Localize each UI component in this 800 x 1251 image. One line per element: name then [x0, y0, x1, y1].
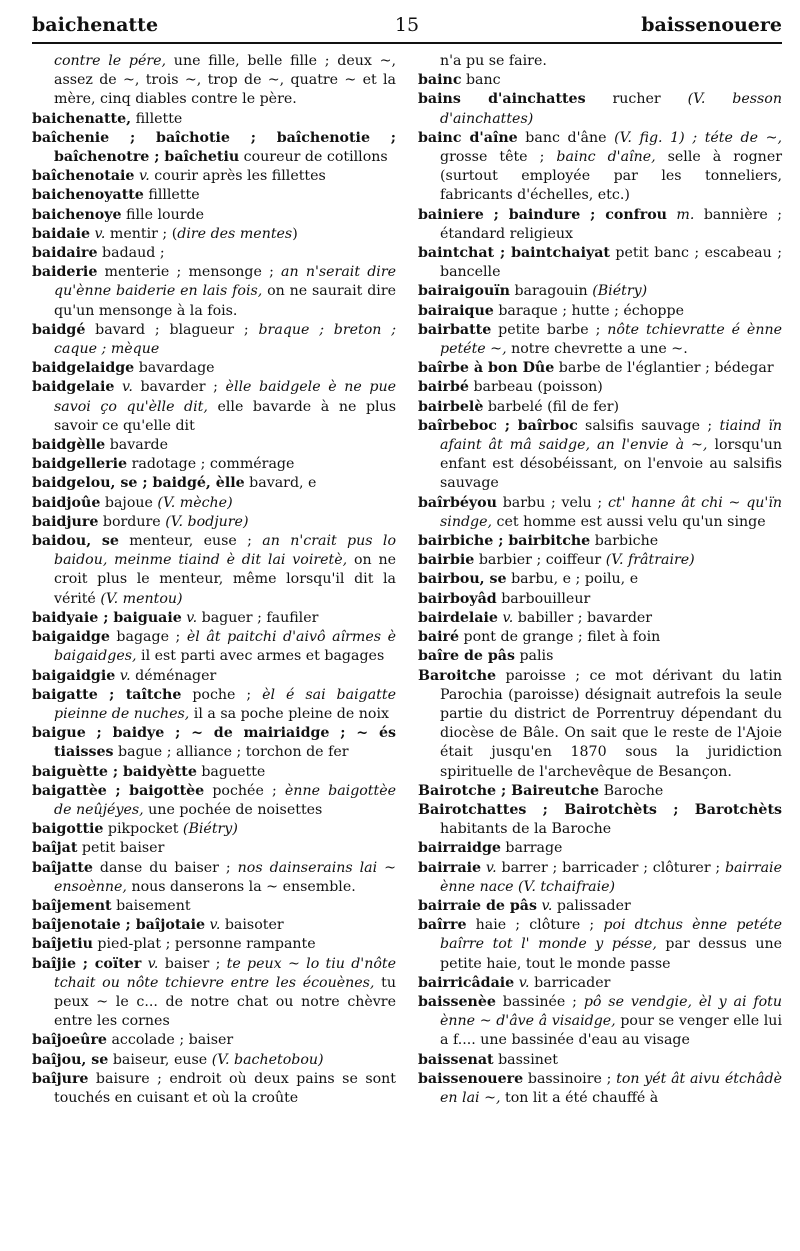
dictionary-entry [32, 724, 396, 762]
headword: baîjou, se [32, 1051, 109, 1068]
headword: baidyaie ; baiguaie [32, 609, 182, 626]
headword: bainc [418, 72, 462, 89]
definition-text: paroisse ; ce mot dérivant du latin Parochia (paroisse) désignait autrefois la seule partie du district de Porrentruy dépendant du diocèse de Bâle. On sait que le reste de l'Ajoie était jusqu'en 1870 sous la juridiction spirituelle de l'archevêque de Besançon. [440, 667, 782, 780]
definition-text: bavard, e [244, 475, 317, 492]
definition-text: on ne croit plus le menteur, même lorsqu'il dit la vérité [54, 552, 397, 607]
italic-text: pô se vendgie, èl y ai fotu ènne ~ d'âve â visaidge, [440, 993, 782, 1030]
definition-text: coureur de cotillons [239, 149, 388, 166]
headword: Baroitche [418, 667, 497, 684]
italic-text: v. [114, 379, 133, 396]
italic-text: èlle baidgele è ne pue savoi ço qu'èlle dit, [54, 379, 396, 415]
definition-text: selle à rogner (surtout employée par les tonneliers, fabricants d'échelles, etc.) [440, 149, 782, 204]
definition-text: fille lourde [121, 206, 204, 223]
headword: baîjenotaie ; baîjotaie [32, 917, 205, 934]
headword: bairaigouïn [418, 283, 510, 300]
headword: baidgé [32, 321, 86, 338]
headword: baintchat ; baintchaiyat [418, 245, 610, 262]
definition-text: pochée ; [204, 782, 285, 799]
dictionary-entry [418, 1051, 782, 1070]
headword: baidgellerie [32, 456, 128, 473]
dictionary-entry [418, 206, 782, 244]
dictionary-entry [418, 839, 782, 858]
dictionary-entry [418, 590, 782, 609]
italic-text: v. [497, 609, 514, 626]
italic-text: ènne baigottèe de neûjéyes, [54, 782, 397, 818]
italic-text: (V. bodjure) [165, 513, 249, 530]
definition-text: barbiche [590, 533, 659, 550]
italic-text: v. [90, 225, 106, 242]
dictionary-entry [418, 801, 782, 839]
definition-text: baisure ; endroit où deux pains se sont touchés en cuisant et où la croûte [54, 1070, 396, 1106]
definition-text: pour se venger elle lui a f.... une bassinée d'eau au visage [440, 1013, 782, 1049]
italic-text: v. [134, 168, 150, 185]
italic-text: dire des mentes [177, 225, 293, 242]
dictionary-entry [418, 993, 782, 1051]
dictionary-entry [32, 52, 396, 110]
headword: bairbé [418, 379, 469, 396]
definition-text: menterie ; mensonge ; [97, 264, 282, 281]
dictionary-entry [32, 820, 396, 839]
headword: bairbou, se [418, 571, 507, 588]
headword: baidgelaidge [32, 360, 135, 377]
italic-text: contre le pére, [54, 53, 167, 69]
dictionary-entry [32, 244, 396, 263]
headword: baidgèlle [32, 437, 106, 454]
headword: baîjement [32, 897, 112, 914]
dictionary-entry [32, 628, 396, 666]
definition-text: par dessus une petite haie, tout le monde passe [440, 936, 782, 972]
dictionary-entry [418, 378, 782, 397]
definition-text: menteur, euse ; [118, 533, 263, 550]
dictionary-entry [32, 897, 396, 916]
definition-text: poche ; [181, 686, 263, 703]
definition-text: fillette [131, 110, 183, 127]
definition-text: bague ; alliance ; torchon de fer [113, 744, 349, 761]
italic-text: an n'serait dire qu'ènne baiderie en lais fois, [54, 264, 396, 300]
italic-text: nôte tchievratte é ènne petéte ~, [440, 321, 782, 358]
dictionary-entry [418, 494, 782, 532]
dictionary-entry [32, 359, 396, 378]
dictionary-entry [418, 244, 782, 282]
dictionary-entry [418, 71, 782, 90]
dictionary-entry [32, 955, 396, 1032]
headword: baidjoûe [32, 494, 101, 511]
definition-text: babiller ; bavarder [513, 609, 653, 626]
headword: baissenouere [418, 1070, 524, 1087]
definition-text: barricader [529, 974, 611, 991]
dictionary-entry [32, 474, 396, 493]
headword: baîrbeboc ; baîrboc [418, 417, 578, 434]
dictionary-entry [32, 1031, 396, 1050]
dictionary-entry [32, 378, 396, 436]
italic-text: ton yét ât aivu étchâdè en lai ~, [440, 1070, 782, 1106]
definition-text: baiser ; [158, 955, 227, 972]
headword: baigue ; baidye ; ~ de mairiaidge ; ~ és tiaisses [32, 725, 396, 761]
italic-text: (V. frâtraire) [605, 552, 695, 569]
definition-text: tu peux ~ le c... de notre chat ou notre chèvre entre les cornes [54, 974, 396, 1030]
definition-text: lorsqu'un enfant est désobéissant, on l'envoie au salsifis sauvage [440, 437, 783, 492]
page-number: 15 [394, 14, 420, 36]
definition-text: une pochée de noisettes [143, 801, 323, 818]
headword: baissenèe [418, 993, 496, 1010]
definition-text: banc [461, 72, 501, 89]
headword: bairboyâd [418, 590, 497, 607]
dictionary-entry [418, 647, 782, 666]
definition-text: badaud ; [97, 245, 165, 262]
dictionary-entry [418, 398, 782, 417]
headword: baidou, se [32, 533, 119, 550]
headword: baidgelaie [32, 379, 115, 396]
headword: baichenoyatte [32, 187, 144, 204]
headword: baigatte ; taîtche [32, 686, 182, 703]
definition-text: danse du baiser ; [92, 859, 238, 876]
definition-text: bavardage [134, 360, 215, 377]
italic-text: poi dtchus ènne petéte baîrre tot l' monde y pésse, [440, 917, 782, 953]
definition-text: barbu, e ; poilu, e [506, 571, 639, 588]
definition-text: baguette [196, 763, 266, 780]
italic-text: (V. bachetobou) [211, 1051, 324, 1068]
definition-text: courir après les fillettes [149, 168, 326, 185]
definition-text: bordure [98, 513, 166, 530]
dictionary-entry [32, 129, 396, 167]
dictionary-entry [418, 90, 782, 128]
dictionary-entry [418, 417, 782, 494]
dictionary-entry [418, 782, 782, 801]
dictionary-entry [32, 1051, 396, 1070]
dictionary-entry [32, 494, 396, 513]
definition-text: n'a pu se faire. [440, 53, 547, 69]
headword: baigottie [32, 821, 104, 838]
definition-text: ) [292, 225, 298, 242]
definition-text: déménager [130, 667, 217, 684]
headword: bairdelaie [418, 609, 498, 626]
headword: bainc d'aîne [418, 129, 518, 146]
dictionary-entry [32, 839, 396, 858]
headword: bairaique [418, 302, 494, 319]
definition-text: barbouilleur [496, 590, 591, 607]
headword: baichenoye [32, 206, 122, 223]
italic-text: v. [537, 897, 553, 914]
headword: baiderie [32, 264, 98, 281]
definition-text: on ne saurait dire qu'un mensonge à la fois. [54, 283, 396, 319]
definition-text: pikpocket [103, 821, 183, 838]
definition-text: pont de grange ; filet à foin [459, 629, 661, 646]
dictionary-entry [32, 455, 396, 474]
definition-text: barbe de l'églantier ; bédegar [554, 360, 774, 377]
headword: baichenatte, [32, 110, 132, 127]
headword: bainiere ; baindure ; confrou [418, 206, 667, 223]
definition-text: baisement [111, 897, 191, 914]
dictionary-entry [32, 916, 396, 935]
italic-text: v. [141, 955, 159, 972]
headword: bairbie [418, 552, 475, 569]
definition-text: palissader [552, 897, 631, 914]
dictionary-entry [418, 570, 782, 589]
italic-text: te peux ~ lo tiu d'nôte tchait ou nôte tchievre entre les écouènes, [54, 955, 396, 991]
dictionary-entry [418, 302, 782, 321]
dictionary-entry [418, 282, 782, 301]
dictionary-entry [418, 359, 782, 378]
definition-text: il est parti avec armes et bagages [136, 648, 385, 665]
definition-text: pied-plat ; personne rampante [92, 936, 316, 953]
definition-text: barbeau (poisson) [468, 379, 603, 396]
italic-text: v. [514, 974, 530, 991]
dictionary-entry [418, 628, 782, 647]
headword: bairraie [418, 859, 482, 876]
headword: baîjoeûre [32, 1032, 107, 1049]
definition-text: petit banc ; escabeau ; bancelle [440, 245, 782, 281]
definition-text: radotage ; commérage [127, 456, 295, 473]
italic-text: (V. mentou) [100, 590, 183, 607]
definition-text: banc d'âne [517, 129, 615, 146]
definition-text: nous danserons la ~ ensemble. [126, 878, 356, 895]
dictionary-entry [32, 263, 396, 321]
headword: bairbelè [418, 398, 484, 415]
headword: baîrbéyou [418, 494, 497, 511]
definition-text: barbu ; velu ; [496, 494, 608, 511]
italic-text: (V. fig. 1) ; téte de ~, [614, 129, 782, 146]
headword: bairbatte [418, 321, 492, 338]
dictionary-entry [32, 167, 396, 186]
headword: baîre de pâs [418, 648, 515, 665]
definition-text: baragouin [509, 283, 593, 300]
headword: baîjie ; coïter [32, 955, 142, 972]
dictionary-entry [32, 225, 396, 244]
dictionary-entry [32, 782, 396, 820]
dictionary-entry [418, 1070, 782, 1108]
left-column [32, 52, 396, 1108]
italic-text: tiaind ïn afaint ât mâ saidge, an l'envie à ~, [440, 417, 782, 454]
dictionary-entry [418, 52, 782, 71]
dictionary-entry [418, 609, 782, 628]
definition-text: accolade ; baiser [106, 1032, 234, 1049]
dictionary-entry [32, 686, 396, 724]
page-header [32, 10, 782, 42]
definition-text: mentir ; ( [105, 225, 178, 242]
dictionary-entry [418, 897, 782, 916]
headword: bairricâdaie [418, 974, 515, 991]
headword: baidaire [32, 245, 98, 262]
italic-text: (Biétry) [592, 283, 648, 300]
italic-text: (V. besson d'ainchattes) [440, 91, 782, 127]
right-column [418, 52, 782, 1108]
dictionary-entry [418, 551, 782, 570]
headword: baîjetiu [32, 936, 93, 953]
definition-text: il a sa poche pleine de noix [189, 705, 390, 722]
dictionary-entry [32, 667, 396, 686]
header-first-headword: baichenatte [32, 14, 159, 36]
headword: Bairotchattes ; Bairotchèts ; Barotchèts [418, 801, 782, 818]
definition-text: baraque ; hutte ; échoppe [493, 302, 684, 319]
italic-text: v. [481, 859, 497, 876]
headword: baidgelou, se ; baidgé, èlle [32, 475, 245, 492]
headword: bairraie de pâs [418, 897, 537, 914]
italic-text: v. [204, 917, 221, 934]
definition-text: barrer ; barricader ; clôturer ; [496, 859, 725, 876]
definition-text: bassinoire ; [523, 1070, 617, 1087]
dictionary-entry [32, 110, 396, 129]
dictionary-entry [32, 609, 396, 628]
headword: bains d'ainchattes [418, 91, 586, 108]
definition-text: bavard ; blagueur ; [85, 321, 259, 338]
definition-text: haie ; clôture ; [466, 917, 604, 934]
dictionary-entry [418, 532, 782, 551]
headword: baîrre [418, 917, 467, 934]
headword: baîjatte [32, 859, 93, 876]
headword: baissenat [418, 1051, 494, 1068]
definition-text: cet homme est aussi velu qu'un singe [492, 513, 766, 530]
italic-text: èl é sai baigatte pieinne de nuches, [54, 686, 396, 722]
definition-text: une fille, belle fille ; deux ~, assez de ~, trois ~, trop de ~, quatre ~ et la mère, cinq diables contre le père. [54, 53, 396, 108]
definition-text: baguer ; faufiler [197, 609, 319, 626]
dictionary-entry [32, 513, 396, 532]
header-rule [32, 42, 782, 44]
headword: baigattèe ; baigottèe [32, 782, 205, 799]
dictionary-entry [32, 859, 396, 897]
italic-text: an n'crait pus lo baidou, meinme tiaind è dit lai voiretè, [54, 533, 396, 569]
definition-text: bannière ; étandard religieux [440, 206, 782, 242]
header-last-headword: baissenouere [641, 14, 782, 36]
definition-text: petit baiser [77, 840, 165, 857]
dictionary-entry [418, 974, 782, 993]
dictionary-entry [32, 935, 396, 954]
definition-text: rucher [585, 91, 688, 108]
definition-text: elle bavarde à ne plus savoir ce qu'elle dit [54, 398, 396, 434]
headword: baigaidgie [32, 667, 116, 684]
italic-text: (V. mèche) [157, 494, 233, 511]
definition-text: barbier ; coiffeur [474, 552, 606, 569]
dictionary-entry [32, 763, 396, 782]
dictionary-entry [32, 532, 396, 609]
definition-text: Baroche [599, 782, 664, 799]
dictionary-entry [32, 206, 396, 225]
headword: Bairotche ; Baireutche [418, 782, 600, 799]
italic-text: bairraie ènne nace (V. tchaifraie) [440, 859, 782, 895]
dictionary-entry [32, 436, 396, 455]
headword: baîrbe à bon Dûe [418, 360, 555, 377]
headword: baigaidge [32, 629, 110, 646]
columns [32, 52, 782, 1108]
definition-text: notre chevrette a une ~. [506, 341, 688, 358]
definition-text: barbelé (fil de fer) [483, 398, 620, 415]
definition-text: ton lit a été chauffé à [500, 1089, 659, 1106]
definition-text: petite barbe ; [491, 321, 608, 338]
headword: bairraidge [418, 840, 501, 857]
dictionary-entry [418, 129, 782, 206]
italic-text: èl ât paitchi d'aivô aîrmes è baigaidges, [54, 629, 396, 665]
definition-text: bassinet [493, 1051, 558, 1068]
headword: bairé [418, 629, 460, 646]
headword: baîjat [32, 840, 78, 857]
dictionary-entry [32, 321, 396, 359]
headword: baidjure [32, 513, 99, 530]
dictionary-entry [418, 859, 782, 897]
dictionary-entry [32, 186, 396, 205]
headword: baîchenie ; baîchotie ; baîchenotie ; baîchenotre ; baîchetiu [32, 129, 396, 166]
definition-text: salsifis sauvage ; [577, 417, 720, 434]
italic-text: ct' hanne ât chi ~ qu'ïn sindge, [440, 494, 782, 530]
headword: baiguètte ; baidyètte [32, 763, 197, 780]
dictionary-entry [418, 667, 782, 782]
definition-text: baisoter [220, 917, 284, 934]
italic-text: (Biétry) [182, 821, 238, 838]
definition-text: grosse tête ; [440, 149, 557, 166]
headword: baidaie [32, 225, 91, 242]
definition-text: bagage ; [109, 629, 187, 646]
definition-text: barrage [500, 840, 563, 857]
italic-text: braque ; breton ; caque ; mèque [54, 321, 396, 358]
italic-text: v. [181, 609, 198, 626]
italic-text: m. [667, 206, 695, 223]
definition-text: baiseur, euse [108, 1051, 212, 1068]
italic-text: bainc d'aîne, [556, 149, 656, 166]
definition-text: bajoue [100, 494, 158, 511]
definition-text: filllette [143, 187, 200, 204]
headword: baîjure [32, 1070, 89, 1087]
definition-text: bavarde [105, 437, 168, 454]
italic-text: nos dainserains lai ~ ensoènne, [54, 859, 396, 895]
dictionary-entry [418, 321, 782, 359]
definition-text: habitants de la Baroche [440, 821, 612, 838]
headword: baîchenotaie [32, 168, 135, 185]
italic-text: v. [115, 667, 131, 684]
headword: bairbiche ; bairbitche [418, 533, 591, 550]
definition-text: palis [514, 648, 554, 665]
definition-text: bavarder ; [132, 379, 226, 396]
dictionary-entry [418, 916, 782, 974]
dictionary-entry [32, 1070, 396, 1108]
definition-text: bassinée ; [495, 993, 584, 1010]
